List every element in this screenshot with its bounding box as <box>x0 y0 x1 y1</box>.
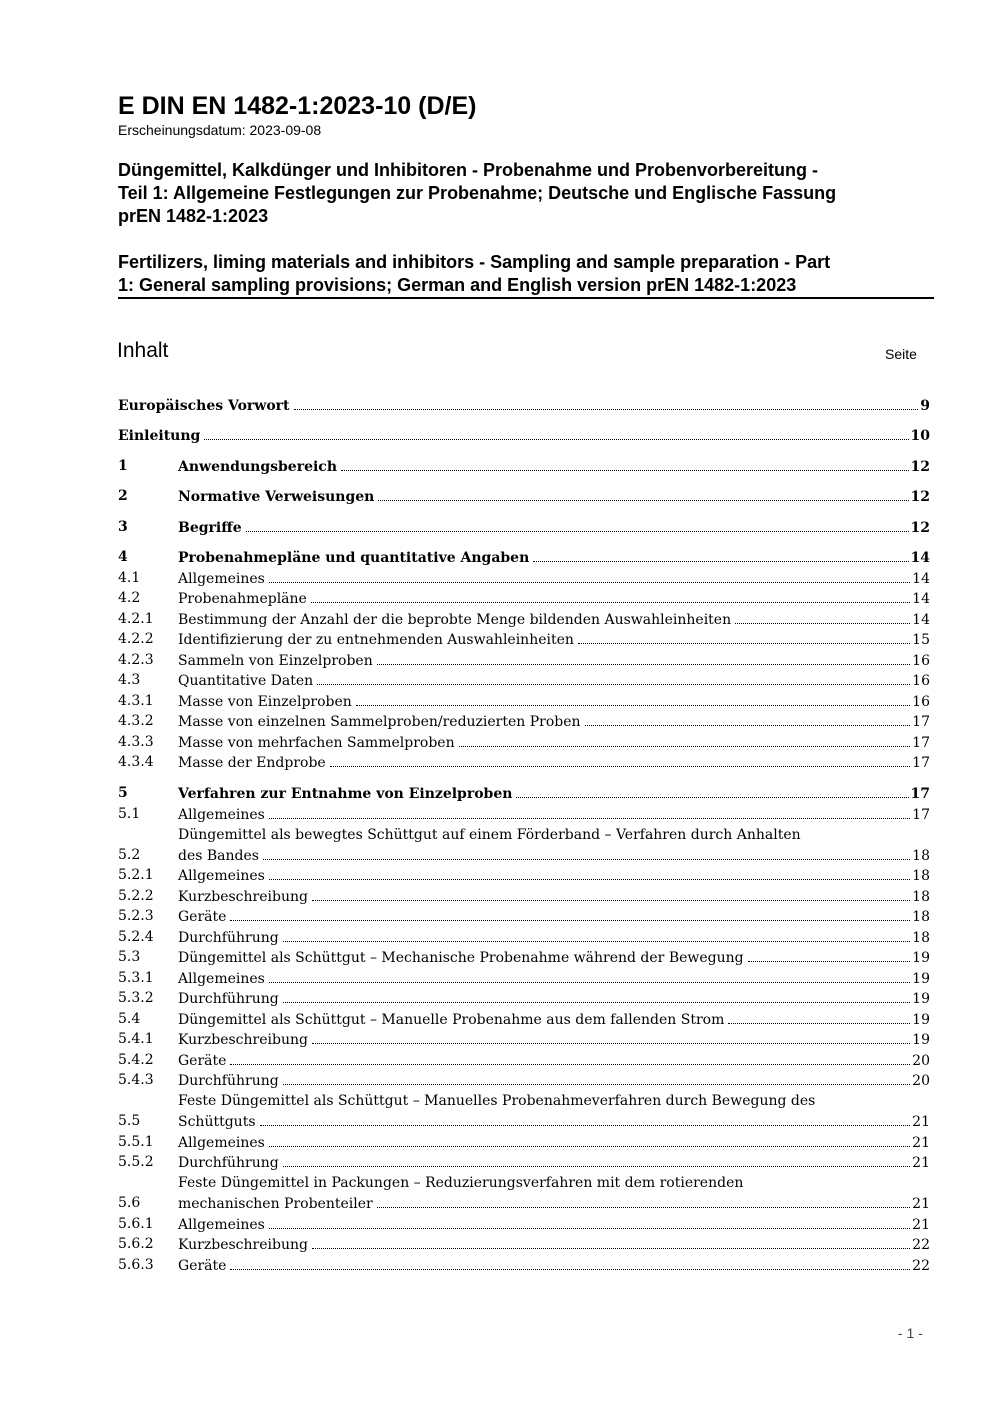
toc-entry-title: Durchführung <box>178 1155 279 1171</box>
toc-entry[interactable] <box>118 827 930 865</box>
toc-entry-number: 3 <box>118 519 128 535</box>
toc-dot-leader <box>230 906 910 921</box>
toc-entry-page: 22 <box>912 1237 930 1253</box>
toc-entry-page: 18 <box>912 868 930 884</box>
toc-entry-page: 21 <box>912 1217 930 1233</box>
toc-dot-leader <box>230 1255 910 1270</box>
toc-entry[interactable] <box>118 395 930 415</box>
toc-dot-leader <box>317 670 910 685</box>
toc-entry-title: Masse der Endprobe <box>178 755 326 771</box>
toc-entry-title: Masse von Einzelproben <box>178 694 352 710</box>
toc-entry[interactable] <box>118 609 930 629</box>
toc-entry[interactable] <box>118 988 930 1008</box>
toc-dot-leader <box>283 927 910 942</box>
toc-dot-leader <box>578 629 910 644</box>
toc-entry-page: 18 <box>912 930 930 946</box>
toc-dot-leader <box>269 968 910 983</box>
toc-entry-number: 5.2.3 <box>118 908 154 924</box>
toc-entry-number: 5.6 <box>118 1195 141 1211</box>
toc-entry-number: 5.6.3 <box>118 1257 154 1273</box>
toc-entry[interactable] <box>118 425 930 445</box>
toc-entry-title: Verfahren zur Entnahme von Einzelproben <box>178 786 513 802</box>
toc-entry-page: 17 <box>912 755 930 771</box>
toc-entry-title: Europäisches Vorwort <box>118 398 290 414</box>
toc-entry[interactable] <box>118 1093 930 1131</box>
toc-entry-page: 16 <box>912 673 930 689</box>
toc-dot-leader <box>263 845 910 860</box>
toc-entry-title: Kurzbeschreibung <box>178 1237 308 1253</box>
toc-entry-title: Allgemeines <box>178 571 265 587</box>
toc-entry[interactable] <box>118 1009 930 1029</box>
toc-entry-number: 5.5.2 <box>118 1154 154 1170</box>
toc-entry-title: Allgemeines <box>178 1217 265 1233</box>
toc-dot-leader <box>260 1111 911 1126</box>
toc-entry-page: 14 <box>910 550 930 566</box>
toc-entry-title: Masse von mehrfachen Sammelproben <box>178 735 455 751</box>
toc-entry-page: 19 <box>912 950 930 966</box>
toc-entry-page: 21 <box>912 1196 930 1212</box>
toc-entry[interactable] <box>118 1029 930 1049</box>
toc-entry[interactable] <box>118 783 930 803</box>
toc-dot-leader <box>230 1050 910 1065</box>
toc-entry-title: Normative Verweisungen <box>178 489 375 505</box>
toc-entry-number: 4.3 <box>118 672 141 688</box>
toc-dot-leader <box>341 456 909 471</box>
toc-entry-page: 17 <box>912 714 930 730</box>
toc-entry-title: Geräte <box>178 1053 227 1069</box>
toc-entry-title: Kurzbeschreibung <box>178 889 308 905</box>
title-divider <box>118 297 934 299</box>
toc-entry-title: Durchführung <box>178 1073 279 1089</box>
toc-entry-number: 5.2.1 <box>118 867 154 883</box>
toc-dot-leader <box>533 547 908 562</box>
toc-entry-number: 5.6.1 <box>118 1216 154 1232</box>
toc-dot-leader <box>269 1214 910 1229</box>
toc-entry[interactable] <box>118 1255 930 1275</box>
toc-entry-page: 16 <box>912 694 930 710</box>
toc-entry[interactable] <box>118 670 930 690</box>
toc-dot-leader <box>377 650 910 665</box>
toc-entry-title: Quantitative Daten <box>178 673 314 689</box>
toc-entry[interactable] <box>118 1152 930 1172</box>
toc-entry-number: 5.3 <box>118 949 141 965</box>
toc-entry-page: 20 <box>912 1053 930 1069</box>
toc-entry-number: 4.3.2 <box>118 713 154 729</box>
toc-dot-leader <box>330 752 910 767</box>
toc-entry-number: 4.2.2 <box>118 631 154 647</box>
toc-entry-title: Allgemeines <box>178 868 265 884</box>
toc-entry-title: Düngemittel als Schüttgut – Manuelle Probenahme aus dem fallenden Strom <box>178 1012 725 1028</box>
toc-entry-page: 15 <box>912 632 930 648</box>
toc-entry-title: Allgemeines <box>178 1135 265 1151</box>
toc-entry-title: Kurzbeschreibung <box>178 1032 308 1048</box>
toc-dot-leader <box>294 395 919 410</box>
toc-entry-number: 5.3.2 <box>118 990 154 1006</box>
toc-entry-number: 5.1 <box>118 806 141 822</box>
toc-dot-leader <box>585 711 911 726</box>
toc-entry-title: Anwendungsbereich <box>178 459 337 475</box>
toc-entry-page: 18 <box>912 848 930 864</box>
toc-entry[interactable] <box>118 804 930 824</box>
toc-dot-leader <box>377 1193 910 1208</box>
toc-entry-number: 1 <box>118 458 128 474</box>
title-german-line: Teil 1: Allgemeine Festlegungen zur Probenahme; Deutsche und Englische Fassung <box>118 183 837 203</box>
toc-entry-page: 16 <box>912 653 930 669</box>
toc-entry[interactable] <box>118 568 930 588</box>
toc-entry-title-continuation: mechanischen Probenteiler <box>178 1196 373 1212</box>
toc-entry[interactable] <box>118 1234 930 1254</box>
toc-entry-number: 5.4.2 <box>118 1052 154 1068</box>
toc-entry[interactable] <box>118 947 930 967</box>
toc-entry-page: 14 <box>912 591 930 607</box>
toc-dot-leader <box>459 732 911 747</box>
toc-entry[interactable] <box>118 1175 930 1213</box>
toc-entry[interactable] <box>118 547 930 567</box>
toc-entry-number: 5.2.4 <box>118 929 154 945</box>
toc-entry-title: Geräte <box>178 1258 227 1274</box>
toc-entry-title: Düngemittel als Schüttgut – Mechanische Probenahme während der Bewegung <box>178 950 744 966</box>
toc-dot-leader <box>269 568 910 583</box>
toc-dot-leader <box>516 783 908 798</box>
toc-entry-title: Durchführung <box>178 991 279 1007</box>
toc-entry[interactable] <box>118 1050 930 1070</box>
toc-dot-leader <box>356 691 910 706</box>
toc-dot-leader <box>269 804 910 819</box>
toc-entry[interactable] <box>118 906 930 926</box>
toc-entry[interactable] <box>118 517 930 537</box>
toc-entry-page: 19 <box>912 971 930 987</box>
toc-dot-leader <box>378 486 908 501</box>
publication-date: Erscheinungsdatum: 2023-09-08 <box>118 122 322 138</box>
toc-entry-title: Geräte <box>178 909 227 925</box>
toc-entry[interactable] <box>118 968 930 988</box>
page-number: - 1 - <box>898 1325 923 1341</box>
toc-entry-page: 21 <box>912 1135 930 1151</box>
toc-entry-number: 5.3.1 <box>118 970 154 986</box>
toc-entry[interactable] <box>118 1214 930 1234</box>
toc-entry-page: 21 <box>912 1155 930 1171</box>
title-german-line: prEN 1482-1:2023 <box>118 206 269 226</box>
toc-dot-leader <box>283 1070 910 1085</box>
toc-heading: Inhalt <box>117 339 169 362</box>
toc-entry-number: 5.6.2 <box>118 1236 154 1252</box>
toc-entry-title: Masse von einzelnen Sammelproben/reduzierten Proben <box>178 714 581 730</box>
toc-entry[interactable] <box>118 629 930 649</box>
toc-dot-leader <box>269 1132 910 1147</box>
toc-entry-page: 17 <box>912 735 930 751</box>
toc-entry-page: 9 <box>920 398 930 414</box>
toc-entry-number: 4 <box>118 549 128 565</box>
toc-entry-number: 5.2.2 <box>118 888 154 904</box>
toc-entry-page: 12 <box>910 520 930 536</box>
toc-entry-number: 4.1 <box>118 570 141 586</box>
toc-entry-number: 5.5 <box>118 1113 141 1129</box>
toc-dot-leader <box>312 1029 910 1044</box>
toc-page-label: Seite <box>885 346 917 362</box>
toc-entry-title: Bestimmung der Anzahl der die beprobte Menge bildenden Auswahleinheiten <box>178 612 732 628</box>
toc-entry-title: Allgemeines <box>178 971 265 987</box>
toc-entry-number: 5 <box>118 785 128 801</box>
toc-entry-number: 4.2.1 <box>118 611 154 627</box>
toc-entry-page: 12 <box>910 489 930 505</box>
toc-entry[interactable] <box>118 732 930 752</box>
toc-dot-leader <box>312 1234 910 1249</box>
toc-entry-page: 14 <box>912 612 930 628</box>
toc-entry-page: 19 <box>912 991 930 1007</box>
toc-dot-leader <box>269 865 910 880</box>
title-german <box>118 159 933 228</box>
toc-entry[interactable] <box>118 650 930 670</box>
toc-dot-leader <box>283 988 910 1003</box>
toc-dot-leader <box>312 886 910 901</box>
toc-entry-title: Einleitung <box>118 428 201 444</box>
toc-entry-title: Identifizierung der zu entnehmenden Auswahleinheiten <box>178 632 574 648</box>
toc-dot-leader <box>728 1009 910 1024</box>
toc-entry[interactable] <box>118 865 930 885</box>
toc-entry[interactable] <box>118 1070 930 1090</box>
toc-entry-title: Allgemeines <box>178 807 265 823</box>
toc-entry-title-continuation: des Bandes <box>178 848 259 864</box>
toc-entry-number: 2 <box>118 488 128 504</box>
toc-entry-number: 4.2 <box>118 590 141 606</box>
toc-entry-number: 4.3.4 <box>118 754 154 770</box>
toc-dot-leader <box>748 947 911 962</box>
toc-dot-leader <box>283 1152 910 1167</box>
toc-dot-leader <box>204 425 908 440</box>
toc-entry[interactable] <box>118 886 930 906</box>
toc-entry-page: 10 <box>910 428 930 444</box>
toc-entry-page: 18 <box>912 909 930 925</box>
toc-entry-title: Feste Düngemittel als Schüttgut – Manuelles Probenahmeverfahren durch Bewegung des <box>178 1093 816 1109</box>
toc-entry-title: Düngemittel als bewegtes Schüttgut auf einem Förderband – Verfahren durch Anhalten <box>178 827 801 843</box>
toc-entry-title: Probenahmepläne <box>178 591 307 607</box>
title-english-line: 1: General sampling provisions; German and English version prEN 1482-1:2023 <box>118 275 797 295</box>
toc-entry-title: Begriffe <box>178 520 242 536</box>
toc-entry-title-continuation: Schüttguts <box>178 1114 256 1130</box>
toc-entry-number: 4.3.1 <box>118 693 154 709</box>
toc-entry-page: 17 <box>910 786 930 802</box>
toc-entry-page: 14 <box>912 571 930 587</box>
toc-entry-page: 20 <box>912 1073 930 1089</box>
toc-entry-number: 4.2.3 <box>118 652 154 668</box>
toc-entry-number: 5.2 <box>118 847 141 863</box>
toc-entry-number: 5.4.3 <box>118 1072 154 1088</box>
toc-entry-number: 4.3.3 <box>118 734 154 750</box>
toc-entry-title: Probenahmepläne und quantitative Angaben <box>178 550 530 566</box>
toc-dot-leader <box>735 609 910 624</box>
toc-entry-title: Sammeln von Einzelproben <box>178 653 373 669</box>
toc-entry[interactable] <box>118 456 930 476</box>
toc-entry-page: 18 <box>912 889 930 905</box>
toc-dot-leader <box>311 588 910 603</box>
toc-entry[interactable] <box>118 711 930 731</box>
document-id: E DIN EN 1482-1:2023-10 (D/E) <box>118 92 477 120</box>
toc-entry[interactable] <box>118 486 930 506</box>
toc-entry-number: 5.5.1 <box>118 1134 154 1150</box>
toc-entry[interactable] <box>118 691 930 711</box>
toc-entry-page: 22 <box>912 1258 930 1274</box>
toc-entry-number: 5.4.1 <box>118 1031 154 1047</box>
title-english-line: Fertilizers, liming materials and inhibitors - Sampling and sample preparation - Part <box>118 252 831 272</box>
toc-entry-page: 12 <box>910 459 930 475</box>
toc-entry-page: 19 <box>912 1012 930 1028</box>
toc-entry-title: Durchführung <box>178 930 279 946</box>
toc-entry-page: 19 <box>912 1032 930 1048</box>
toc-entry-title: Feste Düngemittel in Packungen – Reduzierungsverfahren mit dem rotierenden <box>178 1175 744 1191</box>
toc-entry-page: 17 <box>912 807 930 823</box>
toc-dot-leader <box>246 517 909 532</box>
toc-entry[interactable] <box>118 1132 930 1152</box>
title-german-line: Düngemittel, Kalkdünger und Inhibitoren - Probenahme und Probenvorbereitung - <box>118 160 819 180</box>
toc-entry[interactable] <box>118 588 930 608</box>
toc-entry-page: 21 <box>912 1114 930 1130</box>
title-english <box>118 251 933 297</box>
toc-entry-number: 5.4 <box>118 1011 141 1027</box>
toc-entry[interactable] <box>118 927 930 947</box>
toc-entry[interactable] <box>118 752 930 772</box>
